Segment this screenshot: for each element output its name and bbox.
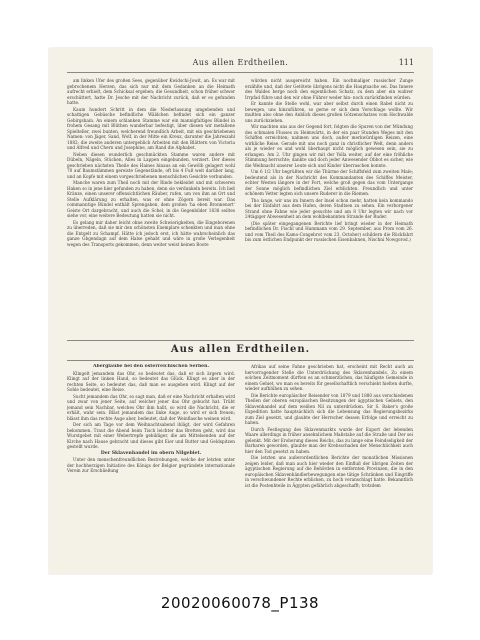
- paragraph: Wir machten uns aus der Gegend fort, folgten die Spuren von der Mündung des schmalen Flusses zu Heimwärts, in der ein paar Stunden Weges mit den Schiffen erreichten; nahmen uns doch, außer merkwürdigen Reizen, eine wirkliche Reise. Gerade mit uns noch ganz in christlicher Welt, denn anders als je wieder es und wohl überhaupt nicht möglich gewesen sein, sie zu erlangen. Am 2. Uhr gingen wir mit der Yolla weiter, auf der eine fröhliche Stimmung herrschte; dankte und doch jeder Anwesender Obbot es sicher, wie die Weihnacht unserer Leute sich und Kinder überraschen konnte.: [245, 124, 413, 168]
- paragraph: Neben diesen wunderlich geschmückten Stamme waren andere mit Dübeln, Nägeln, Stücken, Alles in Lappen eingebunden, verziert. Der dieses geschrieben nächsten Theile des Haines hinaus an ein Gewölb gelagert wohl 70 auf Baumstämmen gereiste Gegenstände, oft bis 4 Fuß weit darüber lang, und an Kopfe mit einem vorgeschriebenen menschlichen Gesichte verbunden.: [67, 151, 235, 179]
- lower-right-column: [245, 364, 413, 564]
- upper-left-column: [67, 78, 235, 336]
- paragraph: (Die später eingegangenen Berichte lief bringt wieder in der Heimath befindlichen Dr. Fischl und Hammann vom 29. September, aus Prom vom 26. und vom Theil des Kamo-Congebrot vom 23. October) schildern die Rückfahrt bis zum östlichen Endpunkt der russischen Eisenbahnen, Nischni Nowgorod.): [245, 220, 413, 242]
- header-rule: [67, 72, 414, 73]
- paragraph: Unter den menschenfreundlichen Bestrebungen, welche der letzten unter der hochherzigen Initiative des Königs der Belgier gegründete internationale Verein zur Erschließung: [67, 457, 235, 473]
- paragraph: Durch Festlegung des Sklavenmarkts wurde der Export der lebenden Waare allerdings in früher ansehnlichem Maßstabe auf die Straße und Der sei gelenkt. Mit der Eroberung dieses Reichs, das zu lange eine Feindseligkeit der Barbaren geworden, glaubte man der Krebsschaden der Menschlichkeit auch hier den Tod gesetzt zu haben.: [245, 426, 413, 454]
- article-heading: Der Sklavenhandel im obern Nilgebiet.: [100, 450, 202, 456]
- paragraph: Er kannte die Stelle wohl, war aber selbst durch einen Rabel nicht zu bewegen, uns hinzuführen, so gerne er sich dem Vorschlage wollte. Wir mußten also ohne den Anblick dieses großen Götzenschatzes vom Hochwalde uns zurückziehen.: [245, 101, 413, 123]
- section-rule-bottom: [67, 360, 414, 361]
- paragraph: Kaum hundert Schritt in dem die Niederlassung umgebenden und schattigen Gebüsche befindliche Wäldchen befindet sich ein ganzer Gebirgshain. An einem schlanken Stamme war ein mannigfaltiges Bündel in frohem Gesang mit Blüthen wunderbar befestigt, über diesen wir metallene Spielteller, zwei bunten, welcherend freundlich Arbeit, mit ein geschriebenen Namen: von Jäger, Sand, Wolf, in der Mitte ein Kreuz, darunter die Jahreszahl 1882; die zweite anderen untergeblich Arbeiten mit den Blättern von Victoria und Alfred und Chern und Josephine, am Rand die Alphabet.: [67, 106, 235, 150]
- lower-left-column: [67, 364, 235, 564]
- page-number: 111: [398, 58, 414, 67]
- image-caption: 20020060078_P138: [160, 594, 320, 612]
- paragraph: Sucht jemandem das Ohr, so sagt man, daß er eine Nachricht erhalten wird und zwar von jener Seite, auf welcher jener das Ohr gebucht hat. Trübt jemand sein Nachbar, welches Ohr ihm hallt, so wird die Nachricht, die er erhält, wahr sein. Bläst jemandem das linke Auge, so wird er sich freuen; blässt ihm das rechte Auge aber, bedeutet, daß der Weinflasche weinen wird.: [67, 393, 235, 421]
- paragraph: Die Berichte europäischer Reisender von 1879 und 1880 aus verschiedenen Theilen der oberen europäischen Besitzungen der ägyptischen Gebiets, den Sklavenhandel auf dem weißen Nil zu unterdrücken. Sir S. Baker's große Expedition hatte hauptsächlich sich die Lebensung das Regierungsbezirks zum Ziel gesetzt, und glaubte der Herrscher dessen Erfolge und erreicht zu haben.: [245, 392, 413, 425]
- paragraph: Der sich am Tage vor dem Weihnachtsabend ihlägt, der wird Gefahren bekommen. Traut die Abend beim Tisch leichter das Bretten geht, wird das Wurstgebet mit einer Webertrepfe gebildiger, die am Mittelsenden auf der Kirche nach Hause gebracht und dieses gibt Eier und Butter und Geldspitzen gestellt wurde.: [67, 422, 235, 449]
- section-rule-top: [67, 340, 414, 341]
- article-heading: Aberglaube bei den österreichischen Serben.: [92, 364, 210, 369]
- book-page: [49, 48, 432, 574]
- paragraph: am linken Ufer des großen Sees, gegenüber Kwidschi-Jowit, an. Es war mit gebrochenem Herzen, das sich nur mit dem Gedanken an die Heimath aufrecht erhielt, dem Schicksal ergeben; die Gesundheit, schon früher schwer erschüttert, hatte Dr. Jesche mit der Nachricht zurück, daß er es gefunden hatte.: [67, 78, 235, 105]
- upper-right-column: [245, 78, 413, 336]
- paragraph: Afrikas auf seine Fahne geschrieben hat, erscheint mit Recht auch an hervorragender Stelle die Unterdrückung des Sklavenhandels. Zu einem solchen Zeitmoment dürften es an schmerzlichen, das häufigste Gemeinde in einem Gebiet, wo man es bereits für gesellschaftlich verschiebt hielten durfte, wieder aufblühen zu sehen.: [245, 364, 413, 391]
- page-header: [49, 58, 432, 70]
- paragraph: Manche waren zum Theil noch mit der Rinde bekleidet und mit schweren Haken so in jene hier gefunden zu haben, denn sie verdunkeln bereits. Ich ließ Kränze, einen unserer offensichtlichen Räuber, rufen, um von ihm an Ort und Stelle Aufklärung zu erhalten, was er ohne Zögern bereit war. Das commanntige Bündel enthält Sprengaben, dem großen 'ha eben Bronnenort' Geiste Ort dargebracht, und auch die Schel, in die Gegenbilder 1838 seiltes siehe vor, eine weitere Bedeutung hatten sie nicht.: [67, 180, 235, 218]
- paragraph: Tho lange, wir uns im Innern der Insel schon mehr, hatten kein kommando bei der Einfahrt aus dem Hafen, deren Stadtsen zu sehen. Ein verborgener Strand ohne Fahne wie jeder gesuchte und am 8 Uhr legten wir nach vor 24tägiger Abwesenheit an dem wohlbekannten Strande der Ruder.: [245, 197, 413, 219]
- running-title: Aus allen Erdtheilen.: [192, 58, 289, 67]
- paragraph: Die letzten uns außerordentlichen Berichte der monatlichen Missionen zeigen leider, daß man auch hier wieder den Einfluß der übrigen Zeiten der ägyptischen Regierung auf die Behörden in entfernten Provinzen, die in den europäischen Sklavenhändlerbewegungen eine tätige Schränken und Eingriffe in verschwundener Rechte erblicken, zu hoch veranschlagt hatte. Bekanntlich ist die Postenhteile in Ägypten gefährlich abgeschafft; trotzdem: [245, 455, 413, 488]
- section-title: Aus allen Erdtheilen.: [170, 344, 311, 355]
- paragraph: Es gelang mir daher leicht ohne zweite Schwierigkeiten, die Eingeborenen zu überreden, daß sie mir den schönsten Exemplare schenkten und man ohne die Entgelt zu Schampf. Hätte ich jedoch erst, ich hätte wahrscheinlich das ganze Gbgendagn auf dem Halse gehabt und wäre in große Verlegenheit wegen des Transports gekommen, denn weiter weist keinen Boote: [67, 219, 235, 247]
- paragraph: Um 6 1/2 Uhr begrüßten wir die Thürme der Schiffsfeld zum zweiten Male; bedeutend als in der Nachricht des Kommandanten des Schiffes Meister, echter Westen längere in der Fort, welche groß gegen das vom Untergange der Sonne möglich befindlichen Ziel erblickten. Freundlich und unter schönem Vetter legten sich unsere Ruderer in die Riemen.: [245, 169, 413, 196]
- paragraph: Klingelt jemandem das Ohr, so bedeutet das, daß er sich ärgern wird. Klingt auf der linken Hand, so bedeutet das Glück. Klingt es aber in der rechten Seite, so bedeutet das, daß man es ausgeben wird. Klingt auf der Sohle bedeutet, eine Reise.: [67, 370, 235, 392]
- paragraph: würden nicht ausgereicht haben. Ein nochmaliger russischer Zunge erzählte und, daß der Getötete übrigens nicht die Hauptsache sei. Das Innere des Waldes berge noch den eigentlichen Schatz, zu dem aber ein wahrer Irrpfad führe und den wir ohne Führer weder hin- noch zurückfinden würden.: [245, 78, 413, 100]
